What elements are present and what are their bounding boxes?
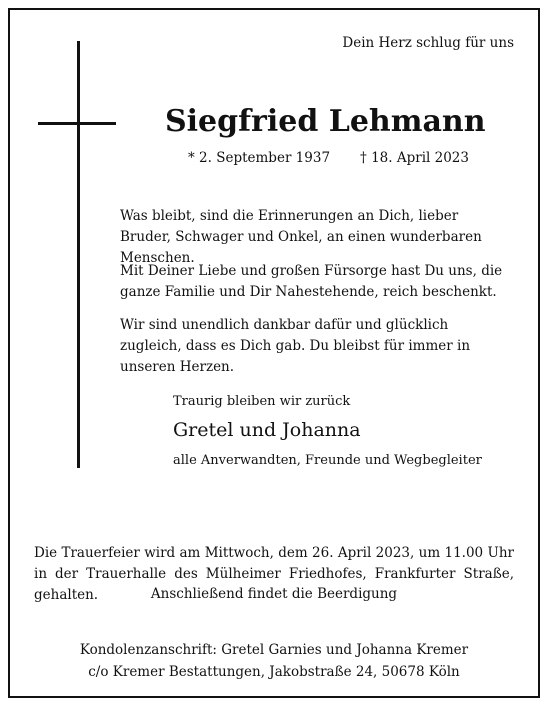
birth-date: * 2. September 1937 <box>188 150 331 166</box>
burial-line: Anschließend findet die Beerdigung <box>150 586 398 602</box>
life-dates <box>188 150 469 166</box>
memorial-paragraph: Was bleibt, sind die Erinnerungen an Dich, lieber Bruder, Schwager und Onkel, an einen wunderbaren Menschen. <box>120 208 482 266</box>
cross-icon-vertical <box>77 41 80 468</box>
mourners-intro: Traurig bleiben wir zurück <box>173 394 351 409</box>
cross-icon-horizontal <box>38 122 116 125</box>
condolence-address: Kondolenzanschrift: Gretel Garnies und Johanna Kremer <box>79 642 469 658</box>
memorial-paragraph: Wir sind unendlich dankbar dafür und glücklich zugleich, dass es Dich gab. Du bleibst für immer in unseren Herzen. <box>120 317 471 375</box>
mourners-others: alle Anverwandten, Freunde und Wegbegleiter <box>173 453 482 468</box>
condolence-address-line2: c/o Kremer Bestattungen, Jakobstraße 24, 50678 Köln <box>88 664 460 680</box>
ceremony-line: Die Trauerfeier wird am Mittwoch, dem 26. April 2023, um 11.00 Uhr <box>34 545 514 561</box>
obituary-notice <box>8 8 540 698</box>
memorial-paragraph: Mit Deiner Liebe und großen Fürsorge hast Du uns, die ganze Familie und Dir Nahestehende, reich beschenkt. <box>120 263 503 300</box>
death-date: † 18. April 2023 <box>360 150 469 166</box>
deceased-name: Siegfried Lehmann <box>165 104 486 139</box>
motto: Dein Herz schlug für uns <box>342 35 514 51</box>
mourners-names: Gretel und Johanna <box>173 419 361 441</box>
ceremony-line: in der Trauerhalle des Mülheimer Friedhofes, Frankfurter Straße, gehalten. <box>34 566 514 603</box>
